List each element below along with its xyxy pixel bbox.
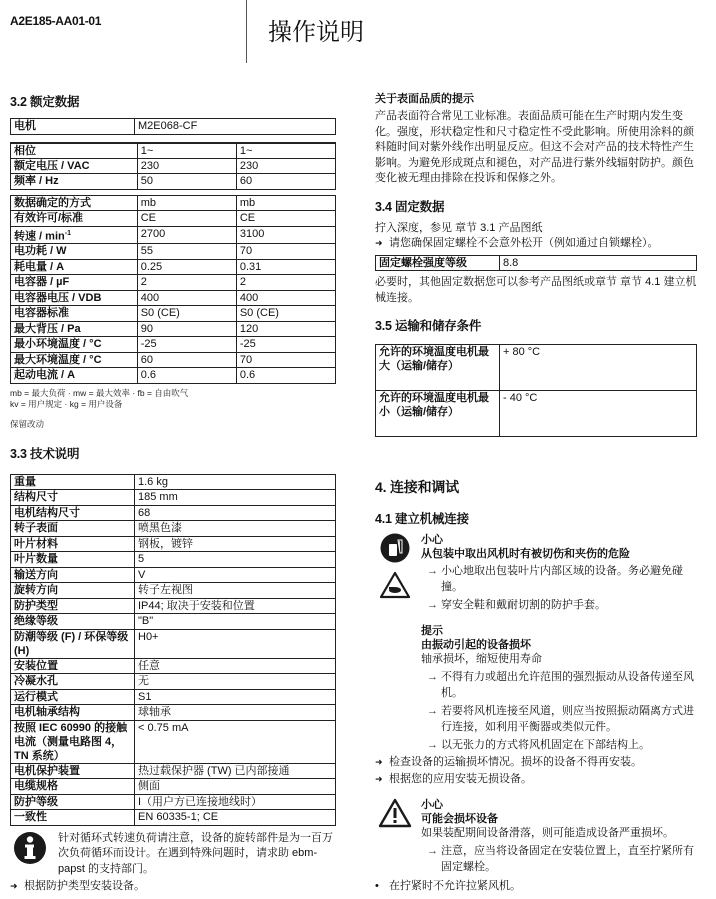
row-value: 2700: [137, 226, 236, 244]
row-value: mb: [236, 195, 335, 211]
row-label: 相位: [11, 143, 138, 159]
table-row: [11, 490, 336, 506]
notice-title: 由振动引起的设备损坏: [421, 638, 531, 651]
row-label: 防护等级: [11, 794, 135, 810]
table-row: [11, 689, 336, 705]
bolt-value: 8.8: [500, 255, 697, 271]
row-label: 绝缘等级: [11, 614, 135, 630]
arrow-icon: →: [427, 565, 438, 577]
right-column: [375, 92, 697, 895]
row-label: 允许的环境温度电机最大（运输/储存）: [376, 345, 500, 391]
surface-note-heading: 关于表面品质的提示: [375, 93, 474, 105]
row-value: - 40 °C: [500, 391, 697, 437]
row-value: 1.6 kg: [135, 474, 336, 490]
row-label: 最大环境温度 / °C: [11, 352, 138, 368]
notice-level: 提示: [421, 624, 443, 637]
row-value: 0.6: [236, 368, 335, 384]
row-label: 有效许可/标准: [11, 211, 138, 227]
left-column: [10, 92, 336, 895]
table-row: [11, 521, 336, 537]
notice-item-text: 以无张力的方式将风机固定在下部结构上。: [441, 739, 650, 751]
table-row: [11, 158, 336, 174]
table-row: [376, 391, 697, 437]
table-row: [11, 174, 336, 190]
row-value: 400: [137, 290, 236, 306]
row-value: 5: [135, 552, 336, 568]
table-row: [11, 290, 336, 306]
arrow-icon: →: [427, 671, 438, 683]
table-row: [11, 705, 336, 721]
row-label: 允许的环境温度电机最小（运输/储存）: [376, 391, 500, 437]
instruction-text: 请您确保固定螺栓不会意外松开（例如通过自锁螺栓）。: [389, 237, 659, 249]
row-value: 400: [236, 290, 335, 306]
table-row: [11, 368, 336, 384]
row-value: 任意: [135, 658, 336, 674]
bolt-table: [375, 255, 697, 272]
info-icon: [13, 831, 47, 865]
instruction-line: [10, 879, 336, 895]
document-title: 操作说明: [268, 19, 364, 46]
row-value: 90: [137, 321, 236, 337]
row-value: 喷黑色漆: [135, 521, 336, 537]
row-label: 叶片数量: [11, 552, 135, 568]
row-label: 数据确定的方式: [11, 195, 138, 211]
table-row: [11, 794, 336, 810]
rated-group2-table: [10, 195, 336, 384]
notice-item-text: 若要将风机连接至风道，则应当按照振动隔离方式进行连接，如利用平衡器或类似元件。: [441, 705, 694, 733]
row-label: 电容器 / µF: [11, 275, 138, 291]
row-label: 电缆规格: [11, 779, 135, 795]
document-code: A2E185-AA01-01: [10, 14, 102, 28]
row-value: 1~: [137, 143, 236, 159]
row-label: 重量: [11, 474, 135, 490]
table-row: [11, 337, 336, 353]
row-label: 额定电压 / VAC: [11, 158, 138, 174]
row-label: 安装位置: [11, 658, 135, 674]
caution-device-damage: [375, 798, 697, 876]
section-heading-3-3: 3.3 技术说明: [10, 446, 80, 461]
hand-crush-warning-icon: [379, 571, 411, 599]
row-value: 0.6: [137, 368, 236, 384]
table-row: [11, 552, 336, 568]
section-heading-4-1: 4.1 建立机械连接: [375, 512, 469, 526]
instruction-line: [375, 755, 697, 771]
row-value: I（用户方已连接地线时）: [135, 794, 336, 810]
arrow-icon: ➜: [375, 774, 383, 784]
row-value: 0.31: [236, 259, 335, 275]
row-label: 运行模式: [11, 689, 135, 705]
transport-table: [375, 344, 697, 437]
surface-quality-note: [375, 92, 697, 187]
row-label: 起动电流 / A: [11, 368, 138, 384]
row-value: 55: [137, 244, 236, 260]
row-value: CE: [137, 211, 236, 227]
bullet-line: [375, 879, 697, 895]
row-label: 最大背压 / Pa: [11, 321, 138, 337]
instruction-line: [375, 772, 697, 788]
table-row: [11, 259, 336, 275]
row-label: 转速 / $\min^{-1}$: [11, 226, 138, 244]
table-row: [11, 474, 336, 490]
motor-table: [10, 118, 336, 135]
section-heading-3-2: 3.2 额定数据: [10, 95, 80, 109]
row-value: 68: [135, 505, 336, 521]
row-label: 旋转方向: [11, 583, 135, 599]
table-row: [11, 211, 336, 227]
row-value: -25: [137, 337, 236, 353]
row-value: 120: [236, 321, 335, 337]
arrow-icon: →: [427, 599, 438, 611]
row-label: 最小环境温度 / °C: [11, 337, 138, 353]
row-value: 球轴承: [135, 705, 336, 721]
row-value: EN 60335-1; CE: [135, 810, 336, 826]
row-label: 防潮等级 (F) / 环保等级 (H): [11, 629, 135, 658]
table-row: [376, 255, 697, 271]
section-heading-4: 4. 连接和调试: [375, 479, 459, 495]
row-value: S0 (CE): [236, 306, 335, 322]
row-label: 频率 / Hz: [11, 174, 138, 190]
row-label: 一致性: [11, 810, 135, 826]
row-value: H0+: [135, 629, 336, 658]
instruction-text: 检查设备的运输损坏情况。损坏的设备不得再安装。: [389, 755, 642, 768]
table-row: [11, 352, 336, 368]
row-label: 耗电量 / A: [11, 259, 138, 275]
table-row: [11, 306, 336, 322]
table-row: [11, 567, 336, 583]
table-row: [11, 195, 336, 211]
gloves-icon: [380, 533, 410, 563]
row-value: IP44; 取决于安装和位置: [135, 598, 336, 614]
header-divider: [246, 0, 247, 63]
table-row: [11, 536, 336, 552]
table-row: [11, 119, 336, 135]
footnote-2: kv = 用户规定 · kg = 用户设备: [10, 398, 123, 409]
row-value: 50: [137, 174, 236, 190]
table-row: [11, 763, 336, 779]
remark: 保留改动: [10, 418, 45, 429]
table-row: [11, 505, 336, 521]
row-value: 185 mm: [135, 490, 336, 506]
arrow-icon: ➜: [375, 756, 383, 767]
arrow-icon: →: [427, 705, 438, 717]
caution-item-text: 注意，应当将设备固定在安装位置上，直至拧紧所有固定螺栓。: [441, 845, 694, 873]
page-header: [0, 0, 716, 64]
section-heading-3-4: 3.4 固定数据: [375, 199, 445, 214]
warning-triangle-icon: [378, 798, 412, 828]
rated-group1-table: [10, 142, 336, 190]
table-row: [11, 143, 336, 159]
row-value: -25: [236, 337, 335, 353]
table-row: [11, 629, 336, 658]
row-value: S0 (CE): [137, 306, 236, 322]
caution-title: 可能会损坏设备: [421, 812, 498, 825]
row-value: 热过载保护器 (TW) 已内部接通: [135, 763, 336, 779]
bullet-text: 在拧紧时不允许拉紧风机。: [389, 880, 521, 892]
row-value: 70: [236, 352, 335, 368]
table-row: [11, 226, 336, 244]
row-value: V: [135, 567, 336, 583]
row-value: 2: [236, 275, 335, 291]
table-row: [11, 779, 336, 795]
row-value: "B": [135, 614, 336, 630]
caution-item: [427, 564, 697, 595]
arrow-icon: ➜: [10, 881, 18, 892]
table-row: [11, 321, 336, 337]
bullet-icon: •: [375, 880, 379, 892]
row-value: 2: [137, 275, 236, 291]
row-value: + 80 °C: [500, 345, 697, 391]
row-value: < 0.75 mA: [135, 720, 336, 763]
info-note-text: 针对循环式转速负荷请注意，设备的旋转部件是为一百万次负荷循环而设计。在遇到特殊问题时，请求助 ebm-papst 的支持部门。: [58, 831, 333, 875]
row-value: 60: [236, 174, 335, 190]
table-row: [11, 614, 336, 630]
row-value: mb: [137, 195, 236, 211]
footnote-1: mb = 最大负荷 · mw = 最大效率 · fb = 自由吹气: [10, 387, 189, 398]
row-label: 电机结构尺寸: [11, 505, 135, 521]
row-value: 230: [137, 158, 236, 174]
table-row: [11, 598, 336, 614]
row-value: 230: [236, 158, 335, 174]
arrow-icon: →: [427, 739, 438, 751]
notice-item: [427, 738, 697, 754]
table-row: [11, 674, 336, 690]
notice-text: 轴承损坏，缩短使用寿命: [421, 652, 542, 665]
row-label: 防护类型: [11, 598, 135, 614]
screw-depth-text: 拧入深度，参见 章节 3.1 产品图纸: [375, 221, 543, 234]
row-label: 电机保护装置: [11, 763, 135, 779]
bolt-label: 固定螺栓强度等级: [376, 255, 500, 271]
row-label: 结构尺寸: [11, 490, 135, 506]
caution-item-text: 穿安全鞋和戴耐切割的防护手套。: [441, 599, 606, 611]
table-row: [11, 810, 336, 826]
row-label: 冷凝水孔: [11, 674, 135, 690]
row-label: 叶片材料: [11, 536, 135, 552]
motor-value: M2E068-CF: [135, 119, 336, 135]
caution-level: 小心: [421, 798, 443, 811]
table-row: [376, 345, 697, 391]
arrow-icon: →: [427, 845, 438, 857]
section-heading-3-5: 3.5 运输和储存条件: [375, 319, 482, 333]
caution-title: 从包装中取出风机时有被切伤和夹伤的危险: [421, 548, 630, 560]
row-value: 3100: [236, 226, 335, 244]
table-row: [11, 658, 336, 674]
caution-item: [427, 598, 697, 614]
caution-level: 小心: [421, 534, 443, 546]
row-value: 70: [236, 244, 335, 260]
notice-vibration: [375, 624, 697, 754]
row-value: 侧面: [135, 779, 336, 795]
row-value: S1: [135, 689, 336, 705]
row-label: 输送方向: [11, 567, 135, 583]
row-value: 无: [135, 674, 336, 690]
row-value: 钢板，镀锌: [135, 536, 336, 552]
row-value: 60: [137, 352, 236, 368]
row-label: 电容器电压 / VDB: [11, 290, 138, 306]
notice-item: [427, 704, 697, 735]
table-row: [11, 720, 336, 763]
caution-text: 如果装配期间设备滑落，则可能造成设备严重损坏。: [421, 826, 674, 839]
row-label: 按照 IEC 60990 的接触电流（测量电路图 4，TN 系统）: [11, 720, 135, 763]
row-label: 转子表面: [11, 521, 135, 537]
instruction-text: 根据防护类型安装设备。: [24, 880, 145, 893]
notice-item: [427, 670, 697, 701]
table-row: [11, 583, 336, 599]
caution-item: [427, 844, 697, 875]
motor-label: 电机: [11, 119, 135, 135]
instruction-text: 根据您的应用安装无损设备。: [389, 773, 532, 785]
row-label: 电功耗 / W: [11, 244, 138, 260]
row-label: 电机轴承结构: [11, 705, 135, 721]
table-row: [11, 275, 336, 291]
info-note: [10, 831, 336, 878]
notice-item-text: 不得有力或超出允许范围的强烈振动从设备传递至风机。: [441, 671, 694, 699]
surface-note-text: 产品表面符合常见工业标准。表面品质可能在生产时期内发生变化。强度，形状稳定性和尺寸稳定性不受此影响。所使用涂料的颜料随时间对紫外线作出明显反应。但这不会对产品的技术特性产生影响。为避免形成斑点和褪色，对产品进行紫外线辐射防护。颜色变化被无理由排除在投诉和保修之外。: [375, 110, 694, 184]
row-label: 电容器标准: [11, 306, 138, 322]
row-value: 0.25: [137, 259, 236, 275]
arrow-icon: ➜: [375, 238, 383, 248]
caution-cut-hazard: [375, 533, 697, 614]
instruction-line: [375, 236, 697, 252]
fixing-more-text: 必要时，其他固定数据您可以参考产品图纸或章节 章节 4.1 建立机械连接。: [375, 276, 697, 304]
row-value: 转子左视图: [135, 583, 336, 599]
row-value: 1~: [236, 143, 335, 159]
row-value: CE: [236, 211, 335, 227]
table-row: [11, 244, 336, 260]
caution-item-text: 小心地取出包装叶片内部区域的设备。务必避免碰撞。: [441, 565, 683, 593]
tech-table: [10, 474, 336, 826]
